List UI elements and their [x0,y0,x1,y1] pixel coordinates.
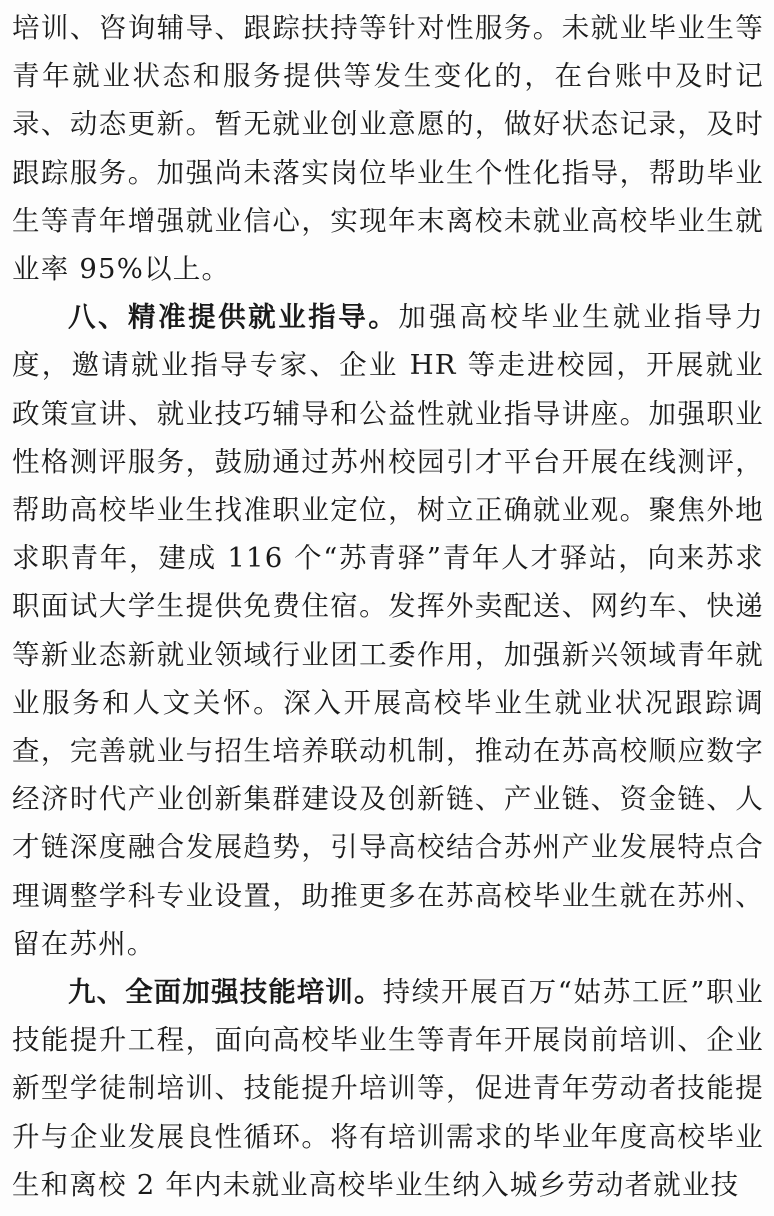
document-body [12,0,764,1209]
section-8-heading: 八、精准提供就业指导。 [68,301,399,334]
section-8-paragraph [12,293,764,968]
section-9-paragraph [12,968,764,1209]
section-8-body: 加强高校毕业生就业指导力度，邀请就业指导专家、企业 HR 等走进校园，开展就业政策宣讲、就业技巧辅导和公益性就业指导讲座。加强职业性格测评服务，鼓励通过苏州校园引才平台开展在线测评，帮助高校毕业生找准职业定位，树立正确就业观。聚焦外地求职青年，建成 116 个“苏青驿”青年人才驿站，向来苏求职面试大学生提供免费住宿。发挥外卖配送、网约车、快递等新业态新就业领域行业团工委作用，加强新兴领域青年就业服务和人文关怀。深入开展高校毕业生就业状况跟踪调查，完善就业与招生培养联动机制，推动在苏高校顺应数字经济时代产业创新集群建设及创新链、产业链、资金链、人才链深度融合发展趋势，引导高校结合苏州产业发展特点合理调整学科专业设置，助推更多在苏高校毕业生就在苏州、留在苏州。 [12,301,764,960]
section-9-heading: 九、全面加强技能培训。 [68,976,383,1009]
continuation-paragraph: 培训、咨询辅导、跟踪扶持等针对性服务。未就业毕业生等青年就业状态和服务提供等发生变化的，在台账中及时记录、动态更新。暂无就业创业意愿的，做好状态记录，及时跟踪服务。加强尚未落实岗位毕业生个性化指导，帮助毕业生等青年增强就业信心，实现年末离校未就业高校毕业生就业率 95%以上。 [12,12,764,286]
section-9-body: 持续开展百万“姑苏工匠”职业技能提升工程，面向高校毕业生等青年开展岗前培训、企业新型学徒制培训、技能提升培训等，促进青年劳动者技能提升与企业发展良性循环。将有培训需求的毕业年度高校毕业生和离校 2 年内未就业高校毕业生纳入城乡劳动者就业技 [12,976,764,1201]
